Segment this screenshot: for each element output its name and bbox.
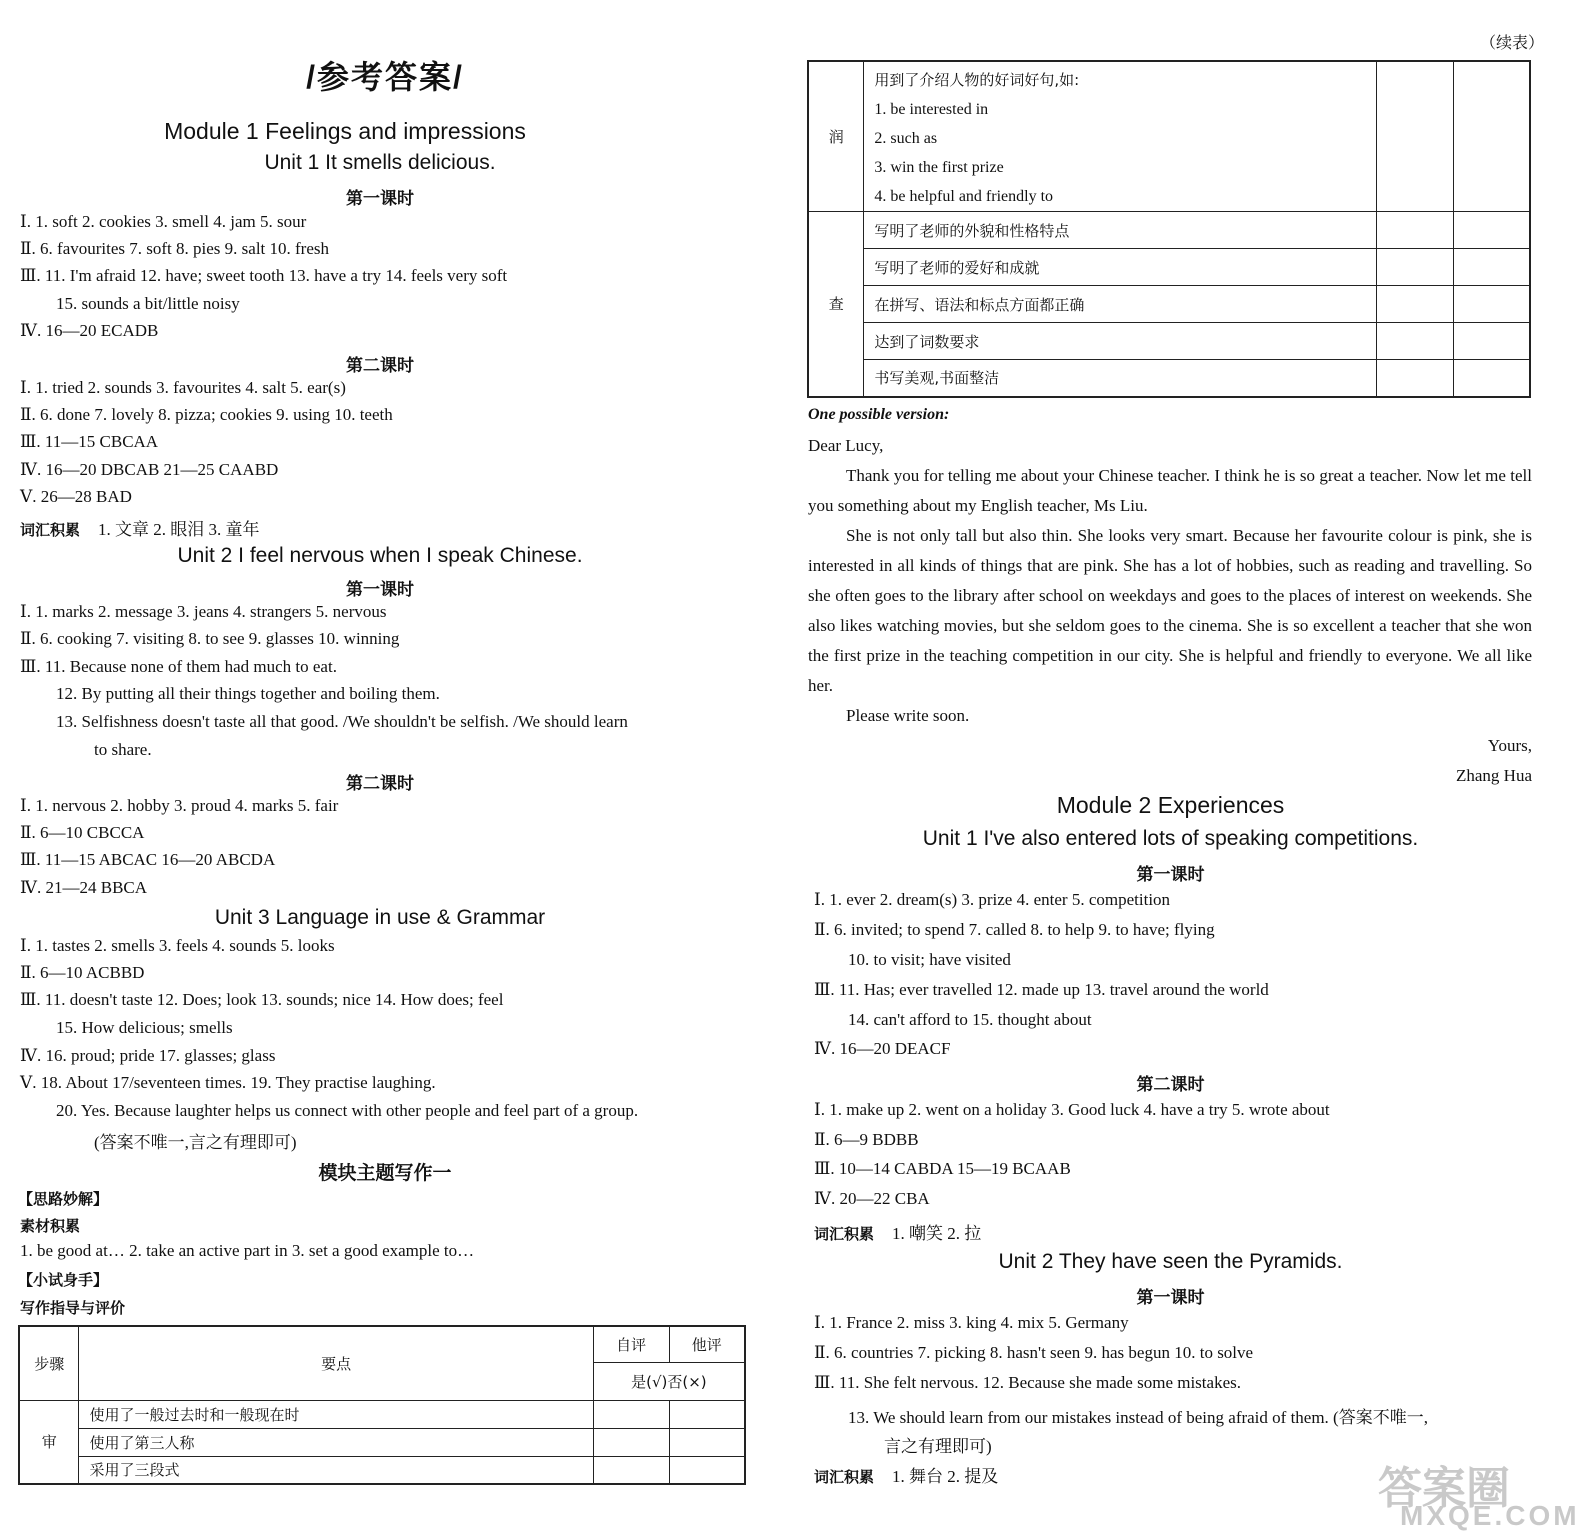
answer-line: Ⅲ. 11. She felt nervous. 12. Because she made some mistakes. bbox=[814, 1373, 1241, 1392]
sample-letter bbox=[808, 431, 1532, 791]
vocab-items: 1. 嘲笑 2. 拉 bbox=[892, 1224, 982, 1243]
answer-line: Ⅲ. 11—15 ABCAC 16—20 ABCDA bbox=[20, 850, 276, 869]
vocab-label: 词汇积累 bbox=[20, 521, 81, 539]
step-run: 润 bbox=[808, 61, 864, 212]
answer-line: Ⅳ. 16—20 ECADB bbox=[20, 321, 159, 340]
m2-unit2-title: Unit 2 They have seen the Pyramids. bbox=[998, 1250, 1343, 1273]
yes-no-header: 是(√)否(×) bbox=[593, 1362, 745, 1400]
vocab-items: 1. 舞台 2. 提及 bbox=[892, 1467, 999, 1486]
answer-line: Ⅲ. 10—14 CABDA 15—19 BCAAB bbox=[814, 1159, 1071, 1178]
answer-line: Ⅱ. 6—10 ACBBD bbox=[20, 963, 145, 982]
answer-line: Ⅲ. 11. I'm afraid 12. have; sweet tooth 13. have a try 14. feels very soft bbox=[20, 266, 508, 285]
point-row: 采用了三段式 bbox=[79, 1456, 593, 1484]
answer-line: Ⅰ. 1. ever 2. dream(s) 3. prize 4. enter 5. competition bbox=[814, 890, 1171, 909]
answer-line: Ⅱ. 6. countries 7. picking 8. hasn't seen 9. has begun 10. to solve bbox=[814, 1343, 1254, 1362]
cha-row: 写明了老师的爱好和成就 bbox=[864, 249, 1377, 286]
evaluation-table bbox=[18, 1325, 746, 1485]
unit1-lesson2: 第二课时 bbox=[346, 356, 414, 376]
answer-line: 言之有理即可) bbox=[884, 1437, 992, 1456]
point-row: 使用了第三人称 bbox=[79, 1428, 593, 1456]
answer-line: Ⅱ. 6. cooking 7. visiting 8. to see 9. glasses 10. winning bbox=[20, 629, 400, 648]
answer-line: Ⅰ. 1. marks 2. message 3. jeans 4. strangers 5. nervous bbox=[20, 602, 387, 621]
col-step-header: 步骤 bbox=[19, 1326, 79, 1400]
answer-line: 13. Selfishness doesn't taste all that good. /We shouldn't be selfish. /We should learn bbox=[56, 712, 628, 731]
point-row: 使用了一般过去时和一般现在时 bbox=[79, 1400, 593, 1428]
cha-row: 达到了词数要求 bbox=[864, 323, 1377, 360]
vocab-line bbox=[814, 1219, 981, 1244]
answer-line: 14. can't afford to 15. thought about bbox=[848, 1010, 1092, 1029]
vocab-label: 词汇积累 bbox=[814, 1468, 875, 1486]
answer-line: Ⅱ. 6—10 CBCCA bbox=[20, 823, 145, 842]
m2-unit1-lesson1: 第一课时 bbox=[1136, 865, 1205, 885]
material-heading: 素材积累 bbox=[20, 1217, 81, 1235]
material-items: 1. be good at… 2. take an active part in 3. set a good example to… bbox=[20, 1241, 475, 1260]
answer-line: Ⅳ. 20—22 CBA bbox=[814, 1189, 930, 1208]
run-row: 3. win the first prize bbox=[874, 159, 1004, 176]
watermark-logo: 答案圈 bbox=[1378, 1463, 1510, 1514]
unit1-title: Unit 1 It smells delicious. bbox=[264, 151, 496, 174]
answer-line: Ⅳ. 16—20 DEACF bbox=[814, 1039, 951, 1058]
answer-line: 20. Yes. Because laughter helps us connect with other people and feel part of a group. bbox=[56, 1101, 639, 1120]
thinking-heading: 【思路妙解】 bbox=[18, 1190, 109, 1208]
module1-title: Module 1 Feelings and impressions bbox=[164, 118, 526, 144]
cha-row: 书写美观,书面整洁 bbox=[864, 360, 1377, 397]
letter-paragraph: Thank you for telling me about your Chinese teacher. I think he is so great a teacher. Now let me tell you something about my English teacher, Ms Liu. bbox=[808, 466, 1532, 515]
answer-line: Ⅲ. 11—15 CBCAA bbox=[20, 432, 159, 451]
step-shen: 审 bbox=[19, 1400, 79, 1484]
answer-line: Ⅱ. 6. invited; to spend 7. called 8. to help 9. to have; flying bbox=[814, 920, 1215, 939]
cha-row: 在拼写、语法和标点方面都正确 bbox=[864, 286, 1377, 323]
letter-closing: Yours, bbox=[1487, 736, 1532, 755]
evaluation-table-continued bbox=[807, 60, 1531, 398]
run-row: 用到了介绍人物的好词好句,如: bbox=[874, 71, 1080, 89]
answer-line: Ⅰ. 1. nervous 2. hobby 3. proud 4. marks 5. fair bbox=[20, 796, 339, 815]
answer-line: Ⅳ. 16. proud; pride 17. glasses; glass bbox=[20, 1046, 276, 1065]
answer-line: Ⅲ. 11. doesn't taste 12. Does; look 13. sounds; nice 14. How does; feel bbox=[20, 990, 504, 1009]
answer-line: Ⅴ. 26—28 BAD bbox=[20, 487, 132, 506]
letter-paragraph: Please write soon. bbox=[846, 706, 970, 725]
vocab-label: 词汇积累 bbox=[814, 1225, 875, 1243]
answer-line: Ⅰ. 1. tried 2. sounds 3. favourites 4. salt 5. ear(s) bbox=[20, 378, 346, 397]
answer-line: 12. By putting all their things together and boiling them. bbox=[56, 684, 440, 703]
col-self-header: 自评 bbox=[593, 1326, 669, 1362]
writing-title: 模块主题写作一 bbox=[318, 1162, 452, 1184]
guide-heading: 写作指导与评价 bbox=[20, 1299, 126, 1317]
vocab-items: 1. 文章 2. 眼泪 3. 童年 bbox=[98, 520, 260, 539]
answer-line: (答案不唯一,言之有理即可) bbox=[94, 1133, 297, 1152]
unit2-lesson1: 第一课时 bbox=[346, 580, 414, 600]
letter-signature: Zhang Hua bbox=[1455, 766, 1532, 785]
run-row: 1. be interested in bbox=[874, 101, 989, 118]
col-peer-header: 他评 bbox=[669, 1326, 745, 1362]
answer-line: Ⅱ. 6—9 BDBB bbox=[814, 1130, 919, 1149]
unit2-lesson2: 第二课时 bbox=[346, 774, 414, 794]
m2-unit2-lesson1: 第一课时 bbox=[1136, 1288, 1205, 1308]
page-title: /参考答案/ bbox=[306, 59, 464, 95]
answer-line: Ⅰ. 1. make up 2. went on a holiday 3. Good luck 4. have a try 5. wrote about bbox=[814, 1100, 1330, 1119]
answer-line: Ⅴ. 18. About 17/seventeen times. 19. They practise laughing. bbox=[20, 1073, 436, 1092]
unit1-lesson1: 第一课时 bbox=[346, 189, 414, 209]
col-points-header: 要点 bbox=[79, 1326, 593, 1400]
answer-line: Ⅲ. 11. Has; ever travelled 12. made up 13. travel around the world bbox=[814, 980, 1269, 999]
answer-line: 15. sounds a bit/little noisy bbox=[56, 294, 240, 313]
run-row: 4. be helpful and friendly to bbox=[874, 188, 1054, 205]
unit3-title: Unit 3 Language in use & Grammar bbox=[214, 906, 546, 929]
answer-line: Ⅰ. 1. soft 2. cookies 3. smell 4. jam 5. sour bbox=[20, 212, 307, 231]
unit2-title: Unit 2 I feel nervous when I speak Chinese. bbox=[177, 544, 583, 567]
answer-line: Ⅳ. 21—24 BBCA bbox=[20, 878, 148, 897]
cha-row: 写明了老师的外貌和性格特点 bbox=[864, 212, 1377, 249]
m2-unit1-title: Unit 1 I've also entered lots of speaking competitions. bbox=[922, 827, 1419, 850]
version-label: One possible version: bbox=[808, 406, 950, 423]
vocab-line bbox=[814, 1462, 998, 1487]
answer-line: to share. bbox=[94, 740, 152, 759]
answer-line: 10. to visit; have visited bbox=[848, 950, 1011, 969]
answer-line: 13. We should learn from our mistakes instead of being afraid of them. (答案不唯一, bbox=[848, 1408, 1428, 1427]
answer-line: Ⅱ. 6. favourites 7. soft 8. pies 9. salt 10. fresh bbox=[20, 239, 330, 258]
vocab-line bbox=[20, 515, 260, 540]
try-heading: 【小试身手】 bbox=[18, 1271, 109, 1289]
answer-line: 15. How delicious; smells bbox=[56, 1018, 233, 1037]
m2-unit1-lesson2: 第二课时 bbox=[1136, 1075, 1205, 1095]
run-row: 2. such as bbox=[874, 130, 938, 147]
step-cha: 查 bbox=[808, 212, 864, 397]
answer-line: Ⅱ. 6. done 7. lovely 8. pizza; cookies 9. using 10. teeth bbox=[20, 405, 393, 424]
watermark-url: MXQE.COM bbox=[1400, 1500, 1580, 1531]
answer-line: Ⅰ. 1. France 2. miss 3. king 4. mix 5. Germany bbox=[814, 1313, 1129, 1332]
answer-line: Ⅲ. 11. Because none of them had much to eat. bbox=[20, 657, 337, 676]
answer-line: Ⅰ. 1. tastes 2. smells 3. feels 4. sounds 5. looks bbox=[20, 936, 335, 955]
letter-salutation: Dear Lucy, bbox=[808, 436, 884, 455]
continued-label: （续表） bbox=[1480, 33, 1545, 52]
answer-line: Ⅳ. 16—20 DBCAB 21—25 CAABD bbox=[20, 460, 279, 479]
letter-paragraph: She is not only tall but also thin. She looks very smart. Because her favourite colour is pink, she is interested in all kinds of things that are pink. She has a lot of hobbies, such as reading and travelling. So she often goes to the library after school on weekdays and goes to the places of interest on weekends. She also likes watching movies, but she seldom goes to the cinema. She is so excellent a teacher that she won the first prize in the teaching competition in our city. She is helpful and friendly to everyone. We all like her. bbox=[808, 526, 1532, 695]
module2-title: Module 2 Experiences bbox=[1056, 792, 1285, 818]
